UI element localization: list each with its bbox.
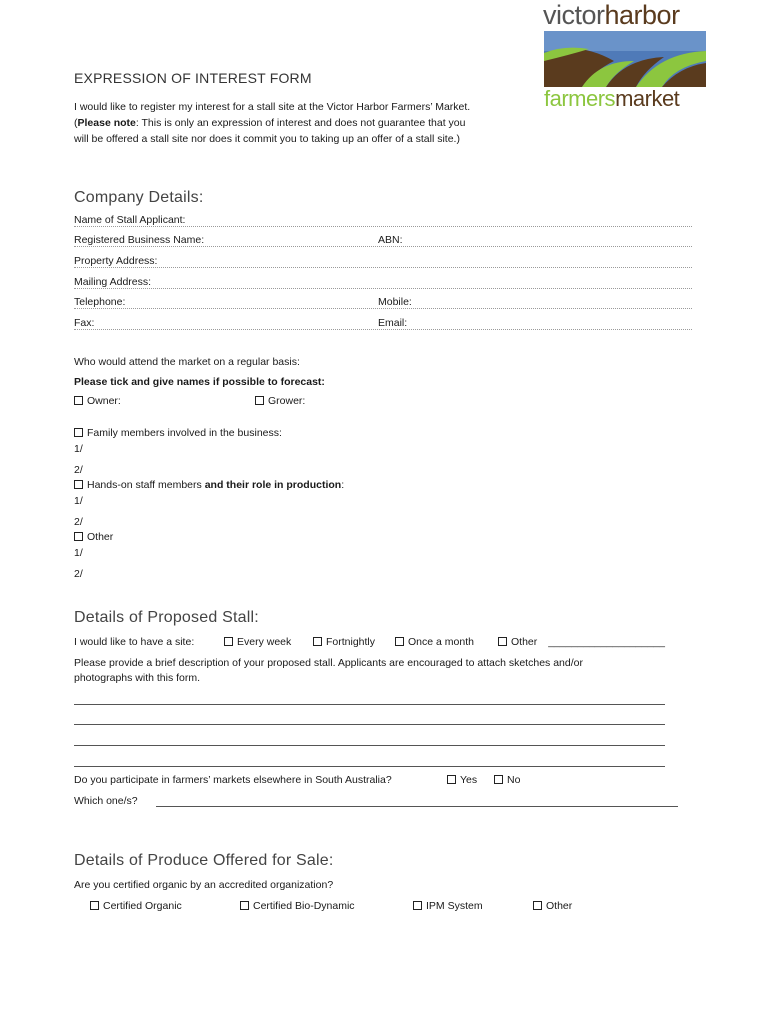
- form-title: EXPRESSION OF INTEREST FORM: [74, 70, 312, 86]
- business-name-label: Registered Business Name:: [74, 234, 205, 246]
- certified-organic-checkbox[interactable]: [90, 901, 99, 910]
- staff-checkbox[interactable]: [74, 480, 83, 489]
- other-name-2[interactable]: 2/: [74, 568, 83, 580]
- elsewhere-no: No: [494, 774, 520, 787]
- note-label: Please note: [77, 117, 136, 129]
- description-line-4[interactable]: [74, 766, 665, 767]
- ipm-system-option: IPM System: [413, 900, 483, 913]
- frequency-label: I would like to have a site:: [74, 636, 195, 648]
- applicant-name-label: Name of Stall Applicant:: [74, 214, 186, 226]
- description-line-2[interactable]: [74, 724, 665, 725]
- family-checkbox[interactable]: [74, 428, 83, 437]
- certified-organic-option: Certified Organic: [90, 900, 182, 913]
- property-address-field[interactable]: [74, 267, 692, 268]
- produce-other-checkbox[interactable]: [533, 901, 542, 910]
- staff-option: Hands-on staff members and their role in production:: [74, 479, 344, 492]
- every-week-checkbox[interactable]: [224, 637, 233, 646]
- ipm-system-checkbox[interactable]: [413, 901, 422, 910]
- attendance-question: Who would attend the market on a regular basis:: [74, 356, 300, 368]
- frequency-once-a-month: Once a month: [395, 636, 474, 649]
- telephone-field[interactable]: [74, 308, 692, 309]
- fax-field[interactable]: [74, 329, 692, 330]
- fax-label: Fax:: [74, 317, 95, 329]
- other-attendee-checkbox[interactable]: [74, 532, 83, 541]
- proposed-stall-heading: Details of Proposed Stall:: [74, 609, 259, 626]
- elsewhere-yes: Yes: [447, 774, 477, 787]
- grower-option: Grower:: [255, 395, 305, 408]
- logo-word-harbor: harbor: [604, 0, 680, 30]
- mobile-label: Mobile:: [378, 296, 412, 308]
- frequency-every-week: Every week: [224, 636, 291, 649]
- other-attendee-option: Other: [74, 531, 113, 544]
- company-details-heading: Company Details:: [74, 189, 204, 206]
- logo-subtitle: [544, 88, 679, 110]
- organic-question: Are you certified organic by an accredited organization?: [74, 879, 334, 891]
- produce-other-option: Other: [533, 900, 572, 913]
- intro-line-1: I would like to register my interest for a stall site at the Victor Harbor Farmers’ Market.: [74, 101, 471, 113]
- family-option: Family members involved in the business:: [74, 427, 282, 440]
- mailing-address-field[interactable]: [74, 288, 692, 289]
- intro-line-3: will be offered a stall site nor does it commit you to taking up an offer of a stall site.): [74, 133, 460, 145]
- frequency-fortnightly: Fortnightly: [313, 636, 375, 649]
- mailing-address-label: Mailing Address:: [74, 276, 152, 288]
- logo-word-victor: victor: [543, 0, 605, 30]
- applicant-name-field[interactable]: [74, 226, 692, 227]
- bio-dynamic-option: Certified Bio-Dynamic: [240, 900, 355, 913]
- description-line-1[interactable]: [74, 704, 665, 705]
- frequency-other-field[interactable]: ____________________: [548, 636, 665, 648]
- staff-name-2[interactable]: 2/: [74, 516, 83, 528]
- staff-name-1[interactable]: 1/: [74, 495, 83, 507]
- owner-option: Owner:: [74, 395, 121, 408]
- logo-word-market: market: [615, 86, 680, 111]
- elsewhere-no-checkbox[interactable]: [494, 775, 503, 784]
- description-line-3[interactable]: [74, 745, 665, 746]
- telephone-label: Telephone:: [74, 296, 126, 308]
- produce-heading: Details of Produce Offered for Sale:: [74, 852, 334, 869]
- once-a-month-checkbox[interactable]: [395, 637, 404, 646]
- frequency-other: Other ____________________: [498, 636, 665, 649]
- elsewhere-yes-checkbox[interactable]: [447, 775, 456, 784]
- which-markets-label: Which one/s?: [74, 795, 138, 807]
- grower-checkbox[interactable]: [255, 396, 264, 405]
- description-instruction-2: photographs with this form.: [74, 672, 201, 684]
- logo-title: [543, 2, 680, 29]
- intro-line-2: (Please note: This is only an expression of interest and does not guarantee that you: [74, 117, 466, 129]
- other-name-1[interactable]: 1/: [74, 547, 83, 559]
- attendance-instruction: Please tick and give names if possible to forecast:: [74, 376, 325, 388]
- elsewhere-question: Do you participate in farmers’ markets elsewhere in South Australia?: [74, 774, 392, 786]
- bio-dynamic-checkbox[interactable]: [240, 901, 249, 910]
- abn-label: ABN:: [378, 234, 403, 246]
- logo-landscape-icon: [544, 31, 706, 87]
- description-instruction-1: Please provide a brief description of your proposed stall. Applicants are encouraged to attach sketches and/or: [74, 657, 583, 669]
- family-name-2[interactable]: 2/: [74, 464, 83, 476]
- owner-checkbox[interactable]: [74, 396, 83, 405]
- fortnightly-checkbox[interactable]: [313, 637, 322, 646]
- logo-word-farmers: farmers: [544, 86, 616, 111]
- frequency-other-checkbox[interactable]: [498, 637, 507, 646]
- property-address-label: Property Address:: [74, 255, 158, 267]
- which-markets-field[interactable]: [156, 806, 678, 807]
- logo: [541, 2, 709, 112]
- email-label: Email:: [378, 317, 408, 329]
- business-name-field[interactable]: [74, 246, 692, 247]
- family-name-1[interactable]: 1/: [74, 443, 83, 455]
